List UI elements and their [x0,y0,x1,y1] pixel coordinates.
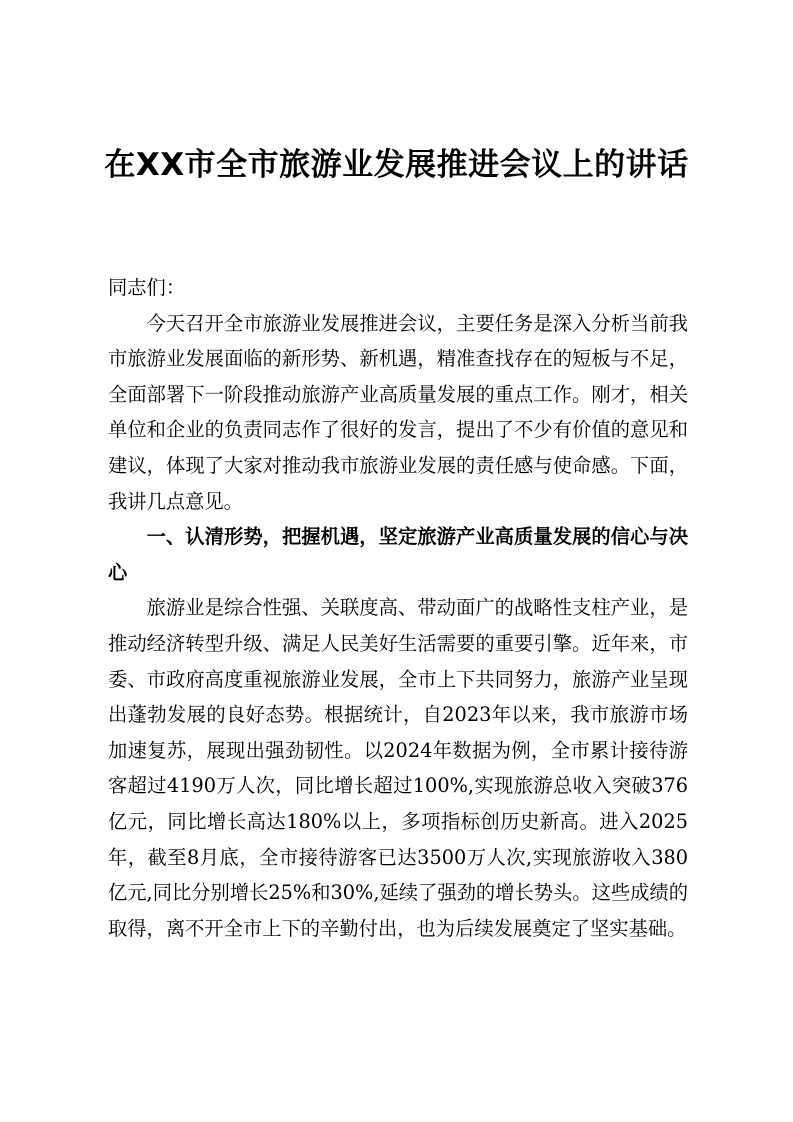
paragraph-intro: 今天召开全市旅游业发展推进会议，主要任务是深入分析当前我市旅游业发展面临的新形势、新机遇，精准查找存在的短板与不足，全面部署下一阶段推动旅游产业高质量发展的重点工作。刚才，相关单位和企业的负责同志作了很好的发言，提出了不少有价值的意见和建议，体现了大家对推动我市旅游业发展的责任感与使命感。下面，我讲几点意见。 [108,311,688,513]
document-title: 在XX市全市旅游业发展推进会议上的讲话 [104,147,689,183]
document-body [108,270,688,946]
paragraph-section-1: 旅游业是综合性强、关联度高、带动面广的战略性支柱产业，是推动经济转型升级、满足人民美好生活需要的重要引擎。近年来，市委、市政府高度重视旅游业发展，全市上下共同努力，旅游产业呈现出蓬勃发展的良好态势。根据统计，自2023年以来，我市旅游市场加速复苏，展现出强劲韧性。以2024年数据为例，全市累计接待游客超过4190万人次，同比增长超过100%,实现旅游总收入突破376亿元，同比增长高达180%以上，多项指标创历史新高。进入2025年，截至8月底，全市接待游客已达3500万人次,实现旅游收入380亿元,同比分别增长25%和30%,延续了强劲的增长势头。这些成绩的取得，离不开全市上下的辛勤付出，也为后续发展奠定了坚实基础。 [108,596,688,940]
section-heading-1: 一、认清形势，把握机遇，坚定旅游产业高质量发展的信心与决心 [108,525,688,584]
salutation: 同志们： [108,276,186,299]
